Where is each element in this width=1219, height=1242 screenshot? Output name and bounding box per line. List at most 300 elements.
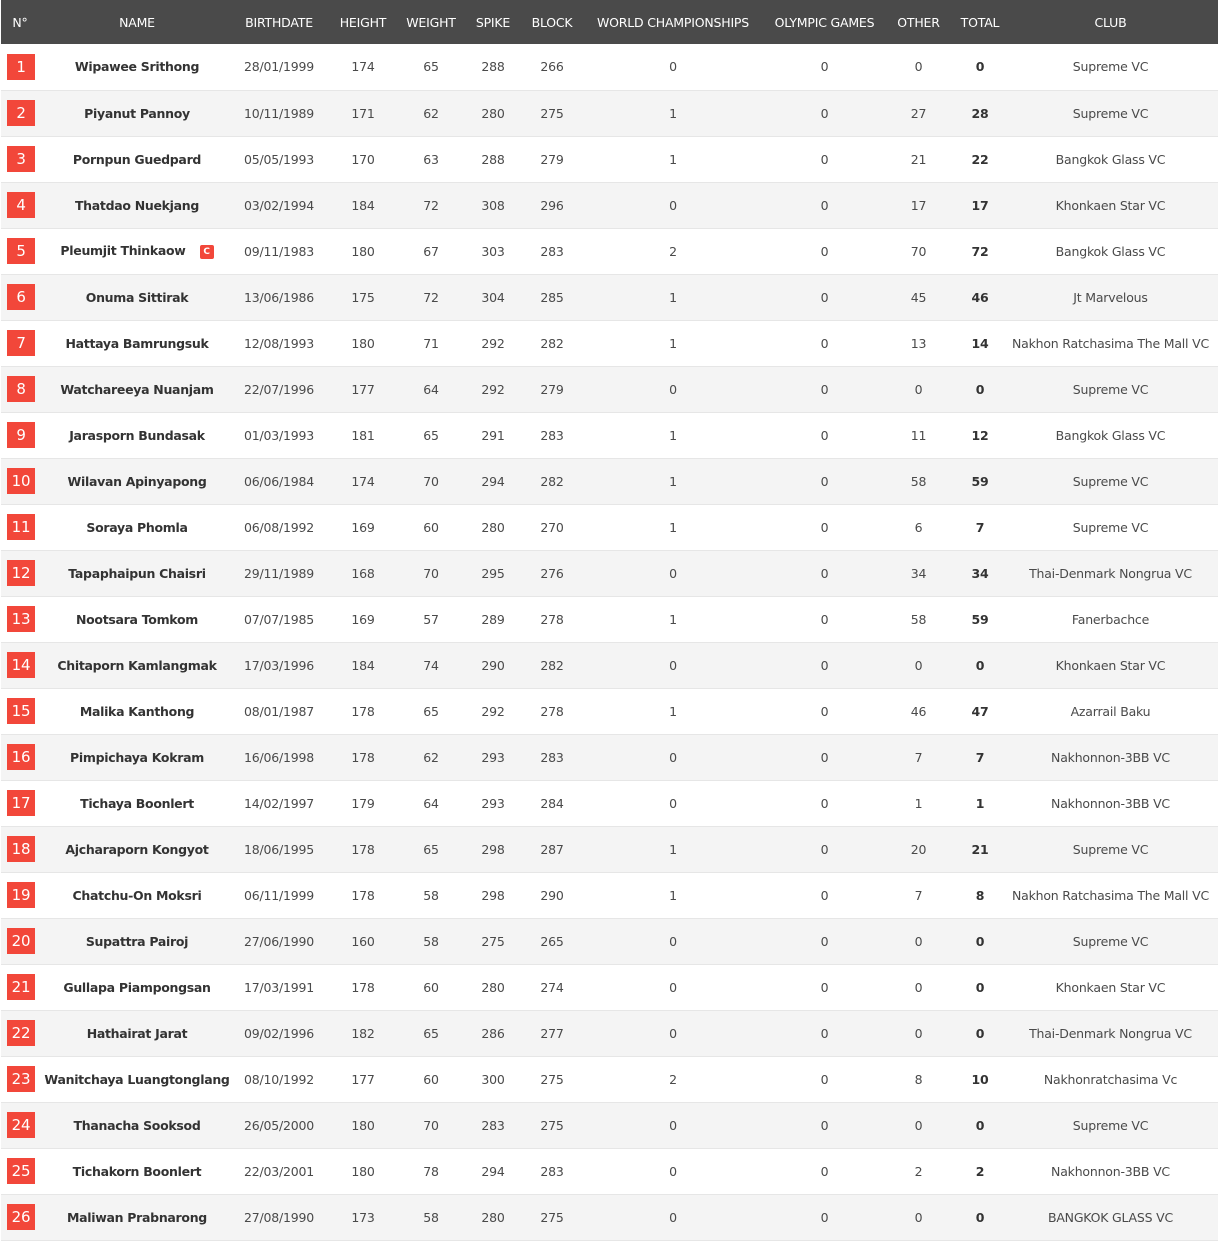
player-name-text: Chatchu-On Moksri <box>72 887 202 903</box>
player-number-badge: 10 <box>7 468 35 494</box>
player-club-cell: Thai-Denmark Nongrua VC <box>1029 565 1192 581</box>
table-row <box>1 826 1218 872</box>
player-block-cell: 278 <box>540 703 564 719</box>
player-block-cell: 274 <box>540 979 564 995</box>
player-other-cell: 27 <box>910 105 927 121</box>
player-name-cell <box>39 872 235 918</box>
player-olympic-games-cell: 0 <box>820 841 829 857</box>
player-block-cell: 278 <box>540 611 564 627</box>
player-number-cell <box>1 734 39 780</box>
player-club-cell: Supreme VC <box>1072 841 1149 857</box>
player-name <box>73 1164 202 1179</box>
player-birthdate-cell: 17/03/1996 <box>243 657 315 673</box>
player-number-cell <box>1 44 39 90</box>
player-name-text: Gullapa Piampongsan <box>63 979 211 995</box>
player-weight-cell: 63 <box>423 151 439 167</box>
player-height-cell: 178 <box>351 979 375 995</box>
player-name-text: Hathairat Jarat <box>86 1025 188 1041</box>
player-name <box>80 704 194 719</box>
header-weight: WEIGHT <box>406 14 456 30</box>
player-name-cell <box>39 44 235 90</box>
player-block-cell: 285 <box>540 289 564 305</box>
player-world-championships-cell: 0 <box>669 795 677 811</box>
player-number-badge: 9 <box>7 422 35 448</box>
player-weight-cell: 67 <box>423 243 439 259</box>
player-name <box>76 612 198 627</box>
table-row <box>1 136 1218 182</box>
player-height-cell: 182 <box>351 1025 375 1041</box>
player-spike-cell: 280 <box>481 1209 505 1225</box>
player-other-cell: 7 <box>914 887 923 903</box>
player-olympic-games-cell: 0 <box>820 933 829 949</box>
player-number-cell <box>1 642 39 688</box>
player-world-championships-cell: 1 <box>669 151 677 167</box>
player-total-cell: 34 <box>971 565 989 581</box>
player-other-cell: 8 <box>914 1071 923 1087</box>
player-block-cell: 283 <box>540 749 564 765</box>
header-birthdate: BIRTHDATE <box>245 14 313 30</box>
player-number-cell <box>1 228 39 274</box>
player-club-cell: Khonkaen Star VC <box>1055 657 1166 673</box>
player-height-cell: 175 <box>351 289 375 305</box>
player-height-cell: 174 <box>351 59 375 75</box>
player-other-cell: 0 <box>914 933 923 949</box>
header-club: CLUB <box>1094 14 1127 30</box>
player-number-badge: 17 <box>7 790 35 816</box>
player-world-championships-cell: 0 <box>669 979 677 995</box>
player-world-championships-cell: 0 <box>669 1163 677 1179</box>
player-olympic-games-cell: 0 <box>820 381 829 397</box>
player-total-cell: 0 <box>975 657 985 673</box>
player-block-cell: 276 <box>540 565 564 581</box>
player-height-cell: 168 <box>351 565 375 581</box>
player-world-championships-cell: 0 <box>669 197 677 213</box>
header-spike: SPIKE <box>475 14 511 30</box>
player-weight-cell: 70 <box>423 473 439 489</box>
player-club-cell: Azarrail Baku <box>1070 703 1151 719</box>
player-club-cell: Supreme VC <box>1072 105 1149 121</box>
player-height-cell: 178 <box>351 749 375 765</box>
player-name <box>84 106 190 121</box>
player-block-cell: 266 <box>540 59 564 75</box>
player-name <box>73 888 202 903</box>
player-number-cell <box>1 826 39 872</box>
player-height-cell: 174 <box>351 473 375 489</box>
player-weight-cell: 74 <box>423 657 439 673</box>
player-club-cell: Supreme VC <box>1072 59 1149 75</box>
player-weight-cell: 58 <box>423 933 439 949</box>
player-club-cell: Bangkok Glass VC <box>1055 427 1166 443</box>
player-height-cell: 173 <box>351 1209 375 1225</box>
player-name-text: Watchareeya Nuanjam <box>60 381 214 397</box>
player-weight-cell: 65 <box>423 1025 439 1041</box>
player-birthdate-cell: 29/11/1989 <box>243 565 315 581</box>
player-birthdate-cell: 13/06/1986 <box>243 289 315 305</box>
table-row <box>1 964 1218 1010</box>
table-row <box>1 320 1218 366</box>
player-total-cell: 0 <box>975 59 985 75</box>
player-name-cell <box>39 688 235 734</box>
player-name <box>69 428 205 443</box>
table-row <box>1 1148 1218 1194</box>
player-weight-cell: 62 <box>423 105 439 121</box>
player-club-cell: Nakhonnon-3BB VC <box>1051 749 1170 765</box>
player-club-cell: Supreme VC <box>1072 381 1149 397</box>
player-spike-cell: 292 <box>481 703 505 719</box>
player-birthdate-cell: 17/03/1991 <box>243 979 315 995</box>
player-weight-cell: 70 <box>423 565 439 581</box>
player-spike-cell: 294 <box>481 1163 505 1179</box>
player-name <box>68 474 207 489</box>
header-total: TOTAL <box>960 14 1000 30</box>
table-row <box>1 1056 1218 1102</box>
player-name <box>57 658 216 673</box>
player-number-badge: 13 <box>7 606 35 632</box>
player-block-cell: 270 <box>540 519 564 535</box>
player-height-cell: 184 <box>351 197 375 213</box>
player-number-badge: 2 <box>7 100 35 126</box>
player-height-cell: 177 <box>351 381 375 397</box>
player-name-cell <box>39 780 235 826</box>
player-name-text: Wilavan Apinyapong <box>67 473 207 489</box>
player-height-cell: 180 <box>351 1163 375 1179</box>
player-name <box>66 336 209 351</box>
player-number-cell <box>1 1010 39 1056</box>
player-name-cell <box>39 1010 235 1056</box>
player-birthdate-cell: 09/02/1996 <box>243 1025 315 1041</box>
player-name <box>65 842 208 857</box>
player-birthdate-cell: 26/05/2000 <box>243 1117 315 1133</box>
player-number-cell <box>1 550 39 596</box>
player-world-championships-cell: 0 <box>669 1209 677 1225</box>
player-club-cell: Supreme VC <box>1072 1117 1149 1133</box>
player-name-cell <box>39 366 235 412</box>
table-row <box>1 44 1218 90</box>
player-world-championships-cell: 2 <box>669 243 677 259</box>
player-spike-cell: 293 <box>481 795 505 811</box>
player-world-championships-cell: 2 <box>669 1071 677 1087</box>
player-birthdate-cell: 03/02/1994 <box>243 197 315 213</box>
player-weight-cell: 65 <box>423 841 439 857</box>
player-world-championships-cell: 1 <box>669 289 677 305</box>
player-olympic-games-cell: 0 <box>820 1071 829 1087</box>
player-total-cell: 0 <box>975 933 985 949</box>
table-row <box>1 550 1218 596</box>
table-row <box>1 734 1218 780</box>
player-total-cell: 12 <box>971 427 989 443</box>
table-row <box>1 412 1218 458</box>
player-name-cell <box>39 1102 235 1148</box>
player-height-cell: 177 <box>351 1071 375 1087</box>
player-olympic-games-cell: 0 <box>820 473 829 489</box>
table-body <box>1 44 1218 1240</box>
player-name-text: Supattra Pairoj <box>85 933 189 949</box>
player-spike-cell: 298 <box>481 841 505 857</box>
player-birthdate-cell: 12/08/1993 <box>243 335 315 351</box>
header-olympic-games: OLYMPIC GAMES <box>774 14 875 30</box>
player-number-cell <box>1 872 39 918</box>
player-world-championships-cell: 1 <box>669 841 677 857</box>
player-height-cell: 169 <box>351 611 375 627</box>
player-spike-cell: 294 <box>481 473 505 489</box>
player-other-cell: 58 <box>910 611 927 627</box>
player-other-cell: 0 <box>914 381 923 397</box>
player-name-cell <box>39 596 235 642</box>
player-block-cell: 296 <box>540 197 564 213</box>
player-number-badge: 3 <box>7 146 35 172</box>
player-birthdate-cell: 06/08/1992 <box>243 519 315 535</box>
player-total-cell: 21 <box>971 841 989 857</box>
player-other-cell: 34 <box>910 565 927 581</box>
player-height-cell: 180 <box>351 243 375 259</box>
player-olympic-games-cell: 0 <box>820 1117 829 1133</box>
player-spike-cell: 295 <box>481 565 505 581</box>
player-number-badge: 18 <box>7 836 35 862</box>
player-club-cell: BANGKOK GLASS VC <box>1047 1209 1174 1225</box>
player-name-cell <box>39 274 235 320</box>
player-number-badge: 26 <box>7 1204 35 1230</box>
player-number-cell <box>1 274 39 320</box>
table-row <box>1 780 1218 826</box>
player-world-championships-cell: 0 <box>669 565 677 581</box>
player-world-championships-cell: 1 <box>669 611 677 627</box>
player-club-cell: Fanerbachce <box>1071 611 1150 627</box>
player-name <box>60 382 213 397</box>
player-olympic-games-cell: 0 <box>820 1209 829 1225</box>
player-other-cell: 45 <box>910 289 927 305</box>
player-block-cell: 275 <box>540 105 564 121</box>
player-height-cell: 160 <box>351 933 375 949</box>
player-name-cell <box>39 90 235 136</box>
player-name-text: Pornpun Guedpard <box>72 151 202 167</box>
player-olympic-games-cell: 0 <box>820 979 829 995</box>
player-birthdate-cell: 27/06/1990 <box>243 933 315 949</box>
player-birthdate-cell: 16/06/1998 <box>243 749 315 765</box>
player-number-badge: 20 <box>7 928 35 954</box>
player-spike-cell: 280 <box>481 979 505 995</box>
player-birthdate-cell: 22/03/2001 <box>243 1163 315 1179</box>
table-header <box>1 0 1218 44</box>
player-number-cell <box>1 596 39 642</box>
player-other-cell: 7 <box>914 749 923 765</box>
player-number-cell <box>1 504 39 550</box>
player-world-championships-cell: 1 <box>669 887 677 903</box>
player-olympic-games-cell: 0 <box>820 243 829 259</box>
player-name-cell <box>39 458 235 504</box>
player-number-badge: 7 <box>7 330 35 356</box>
player-other-cell: 0 <box>914 657 923 673</box>
player-name-cell <box>39 412 235 458</box>
player-total-cell: 7 <box>975 519 985 535</box>
player-total-cell: 10 <box>971 1071 989 1087</box>
player-world-championships-cell: 0 <box>669 749 677 765</box>
player-other-cell: 0 <box>914 59 923 75</box>
player-name-text: Maliwan Prabnarong <box>67 1209 207 1225</box>
player-other-cell: 13 <box>910 335 927 351</box>
player-name-text: Pleumjit Thinkaow <box>60 243 186 258</box>
player-name <box>87 1026 188 1041</box>
player-other-cell: 0 <box>914 1117 923 1133</box>
table-row <box>1 1102 1218 1148</box>
table-row <box>1 1010 1218 1056</box>
player-block-cell: 265 <box>540 933 564 949</box>
player-olympic-games-cell: 0 <box>820 887 829 903</box>
player-birthdate-cell: 06/11/1999 <box>243 887 315 903</box>
player-other-cell: 20 <box>910 841 927 857</box>
player-olympic-games-cell: 0 <box>820 289 829 305</box>
player-club-cell: Supreme VC <box>1072 519 1149 535</box>
player-olympic-games-cell: 0 <box>820 519 829 535</box>
player-spike-cell: 286 <box>481 1025 505 1041</box>
player-name-cell <box>39 320 235 366</box>
player-other-cell: 70 <box>910 243 927 259</box>
player-club-cell: Bangkok Glass VC <box>1055 151 1166 167</box>
player-olympic-games-cell: 0 <box>820 335 829 351</box>
player-olympic-games-cell: 0 <box>820 59 829 75</box>
player-number-badge: 5 <box>7 238 35 264</box>
table-row <box>1 182 1218 228</box>
player-number-badge: 6 <box>7 284 35 310</box>
player-name <box>70 750 204 765</box>
player-number-cell <box>1 458 39 504</box>
player-world-championships-cell: 1 <box>669 427 677 443</box>
player-height-cell: 178 <box>351 703 375 719</box>
table-row <box>1 596 1218 642</box>
player-world-championships-cell: 1 <box>669 703 677 719</box>
player-total-cell: 0 <box>975 1117 985 1133</box>
player-name-text: Hattaya Bamrungsuk <box>65 335 209 351</box>
player-spike-cell: 288 <box>481 151 505 167</box>
player-block-cell: 283 <box>540 1163 564 1179</box>
player-total-cell: 8 <box>975 887 985 903</box>
player-name-text: Thanacha Sooksod <box>73 1117 201 1133</box>
player-height-cell: 179 <box>351 795 375 811</box>
player-spike-cell: 304 <box>481 289 505 305</box>
table-row <box>1 90 1218 136</box>
player-block-cell: 275 <box>540 1117 564 1133</box>
player-name-text: Tichakorn Boonlert <box>72 1163 202 1179</box>
player-number-cell <box>1 136 39 182</box>
player-birthdate-cell: 22/07/1996 <box>243 381 315 397</box>
player-name-text: Ajcharaporn Kongyot <box>65 841 209 857</box>
player-block-cell: 279 <box>540 381 564 397</box>
player-weight-cell: 65 <box>423 703 439 719</box>
player-other-cell: 1 <box>914 795 923 811</box>
player-number-badge: 15 <box>7 698 35 724</box>
player-world-championships-cell: 1 <box>669 335 677 351</box>
player-birthdate-cell: 28/01/1999 <box>243 59 315 75</box>
table-row <box>1 228 1218 274</box>
player-number-badge: 19 <box>7 882 35 908</box>
player-birthdate-cell: 05/05/1993 <box>243 151 315 167</box>
player-name-text: Piyanut Pannoy <box>84 105 190 121</box>
player-weight-cell: 70 <box>423 1117 439 1133</box>
player-club-cell: Khonkaen Star VC <box>1055 979 1166 995</box>
player-number-badge: 4 <box>7 192 35 218</box>
player-spike-cell: 275 <box>481 933 505 949</box>
roster-table <box>1 0 1218 1241</box>
player-world-championships-cell: 1 <box>669 105 677 121</box>
player-block-cell: 283 <box>540 243 564 259</box>
player-name-text: Chitaporn Kamlangmak <box>57 657 217 673</box>
table-row <box>1 1194 1218 1240</box>
player-world-championships-cell: 0 <box>669 933 677 949</box>
player-other-cell: 0 <box>914 1209 923 1225</box>
player-spike-cell: 283 <box>481 1117 505 1133</box>
player-world-championships-cell: 0 <box>669 1025 677 1041</box>
player-name-text: Nootsara Tomkom <box>75 611 198 627</box>
player-name-text: Thatdao Nuekjang <box>74 197 200 213</box>
player-club-cell: Khonkaen Star VC <box>1055 197 1166 213</box>
player-name <box>44 1072 229 1087</box>
player-number-cell <box>1 320 39 366</box>
player-total-cell: 17 <box>971 197 989 213</box>
player-name-cell <box>39 182 235 228</box>
player-total-cell: 28 <box>971 105 989 121</box>
player-name-text: Tichaya Boonlert <box>80 795 194 811</box>
player-spike-cell: 290 <box>481 657 505 673</box>
player-total-cell: 47 <box>971 703 989 719</box>
table-row <box>1 504 1218 550</box>
player-club-cell: Supreme VC <box>1072 473 1149 489</box>
header-height: HEIGHT <box>339 14 387 30</box>
player-birthdate-cell: 07/07/1985 <box>243 611 315 627</box>
player-weight-cell: 60 <box>423 1071 439 1087</box>
player-total-cell: 46 <box>971 289 989 305</box>
player-name <box>86 934 188 949</box>
player-name-cell <box>39 504 235 550</box>
player-name-cell <box>39 642 235 688</box>
player-birthdate-cell: 08/01/1987 <box>243 703 315 719</box>
player-number-badge: 12 <box>7 560 35 586</box>
player-number-cell <box>1 366 39 412</box>
player-height-cell: 178 <box>351 841 375 857</box>
header-world-championships: WORLD CHAMPIONSHIPS <box>596 14 750 30</box>
player-number-cell <box>1 1102 39 1148</box>
header-block: BLOCK <box>531 14 573 30</box>
player-total-cell: 0 <box>975 1209 985 1225</box>
player-weight-cell: 64 <box>423 795 439 811</box>
player-total-cell: 2 <box>975 1163 985 1179</box>
table-row <box>1 872 1218 918</box>
player-name <box>63 980 210 995</box>
player-club-cell: Thai-Denmark Nongrua VC <box>1029 1025 1192 1041</box>
player-height-cell: 184 <box>351 657 375 673</box>
player-spike-cell: 293 <box>481 749 505 765</box>
table-row <box>1 642 1218 688</box>
player-block-cell: 277 <box>540 1025 564 1041</box>
player-club-cell: Nakhonratchasima Vc <box>1043 1071 1178 1087</box>
player-name <box>68 566 205 581</box>
player-other-cell: 11 <box>910 427 927 443</box>
player-spike-cell: 289 <box>481 611 505 627</box>
player-birthdate-cell: 08/10/1992 <box>243 1071 315 1087</box>
player-weight-cell: 57 <box>423 611 439 627</box>
player-number-badge: 21 <box>7 974 35 1000</box>
table-row <box>1 458 1218 504</box>
player-weight-cell: 65 <box>423 427 439 443</box>
player-other-cell: 0 <box>914 979 923 995</box>
player-world-championships-cell: 1 <box>669 519 677 535</box>
header-other: OTHER <box>897 14 940 30</box>
player-name <box>73 152 201 167</box>
player-name <box>75 198 199 213</box>
player-number-badge: 25 <box>7 1158 35 1184</box>
player-number-badge: 23 <box>7 1066 35 1092</box>
player-weight-cell: 78 <box>423 1163 439 1179</box>
player-olympic-games-cell: 0 <box>820 565 829 581</box>
player-world-championships-cell: 0 <box>669 657 677 673</box>
